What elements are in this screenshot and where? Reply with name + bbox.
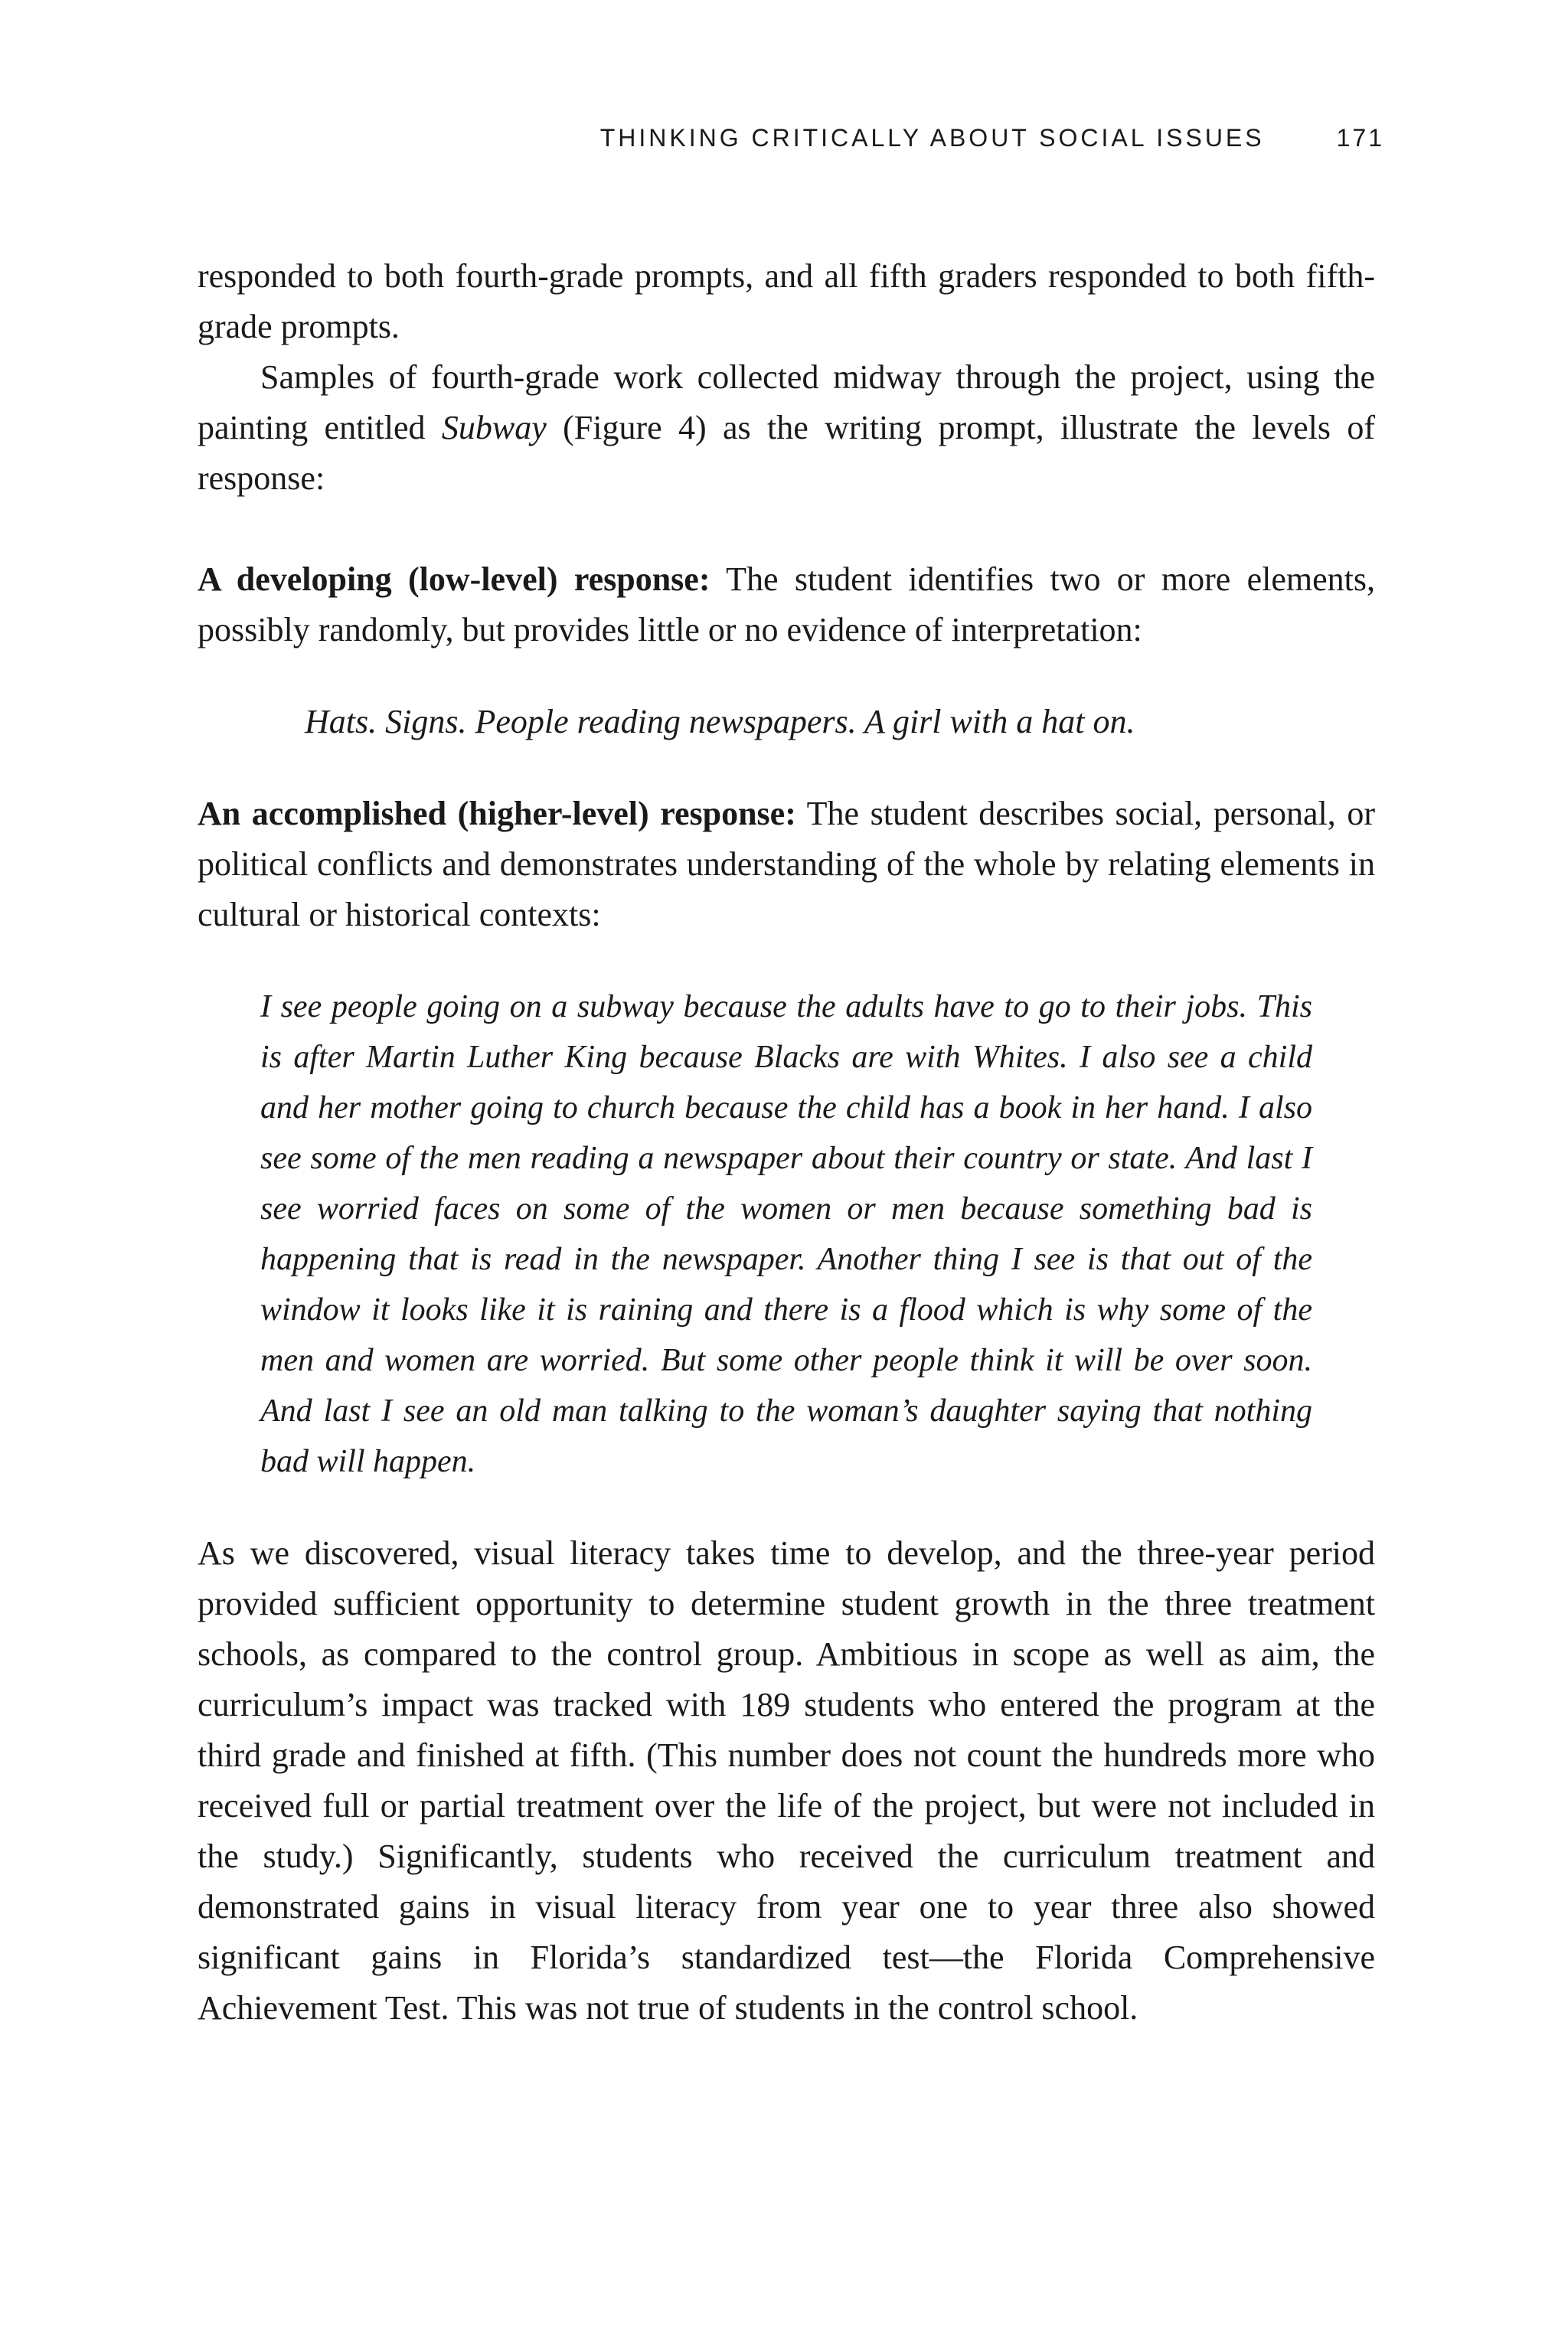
developing-response-label: A developing (low-level) response:: [198, 560, 710, 598]
samples-paragraph: [198, 352, 1375, 504]
accomplished-response-paragraph: [198, 789, 1375, 940]
accomplished-response-text: The student describes social, personal, or political conflicts and demonstrates understanding of the whole by relating elements in cultural or historical contexts:: [198, 795, 1375, 933]
page-body: [198, 251, 1375, 2034]
running-head-title: THINKING CRITICALLY ABOUT SOCIAL ISSUES: [599, 124, 1265, 152]
accomplished-response-label: An accomplished (higher-level) response:: [198, 795, 796, 832]
closing-paragraph: As we discovered, visual literacy takes time to develop, and the three-year period provided sufficient opportunity to determine student growth in the three treatment schools, as compared to the control group. Ambitious in scope as well as aim, the curriculum’s impact was tracked with 189 students who entered the program at the third grade and finished at fifth. (This number does not count the hundreds more who received full or partial treatment over the life of the project, but were not included in the study.) Significantly, students who received the curriculum treatment and demonstrated gains in visual literacy from year one to year three also showed significant gains in Florida’s standardized test—the Florida Comprehensive Achievement Test. This was not true of students in the control school.: [198, 1534, 1375, 2027]
painting-title: Subway: [441, 409, 547, 446]
accomplished-response-quote: I see people going on a subway because the adults have to go to their jobs. This is after Martin Luther King because Blacks are with Whites. I also see a child and her mother going to church because the child has a book in her hand. I also see some of the men reading a newspaper about their country or state. And last I see worried faces on some of the women or men because something bad is happening that is read in the newspaper. Another thing I see is that out of the window it looks like it is raining and there is a flood which is why some of the men and women are worried. But some other people think it will be over soon. And last I see an old man talking to the woman’s daughter saying that nothing bad will happen.: [260, 989, 1312, 1479]
running-head: [600, 124, 1384, 152]
developing-response-paragraph: [198, 554, 1375, 655]
developing-response-quote: Hats. Signs. People reading newspapers. A girl with a hat on.: [305, 703, 1135, 740]
continued-paragraph-text: responded to both fourth-grade prompts, and all fifth graders responded to both fifth-grade prompts.: [198, 257, 1375, 345]
developing-response-text: The student identifies two or more elements, possibly randomly, but provides little or no evidence of interpretation:: [198, 560, 1376, 648]
continued-paragraph: [198, 251, 1375, 352]
samples-text-start: Samples of fourth-grade work collected midway through the project, using the painting entitled: [198, 358, 1375, 446]
samples-text-end: (Figure 4) as the writing prompt, illustrate the levels of response:: [198, 409, 1375, 497]
page-number: 171: [1336, 124, 1384, 152]
